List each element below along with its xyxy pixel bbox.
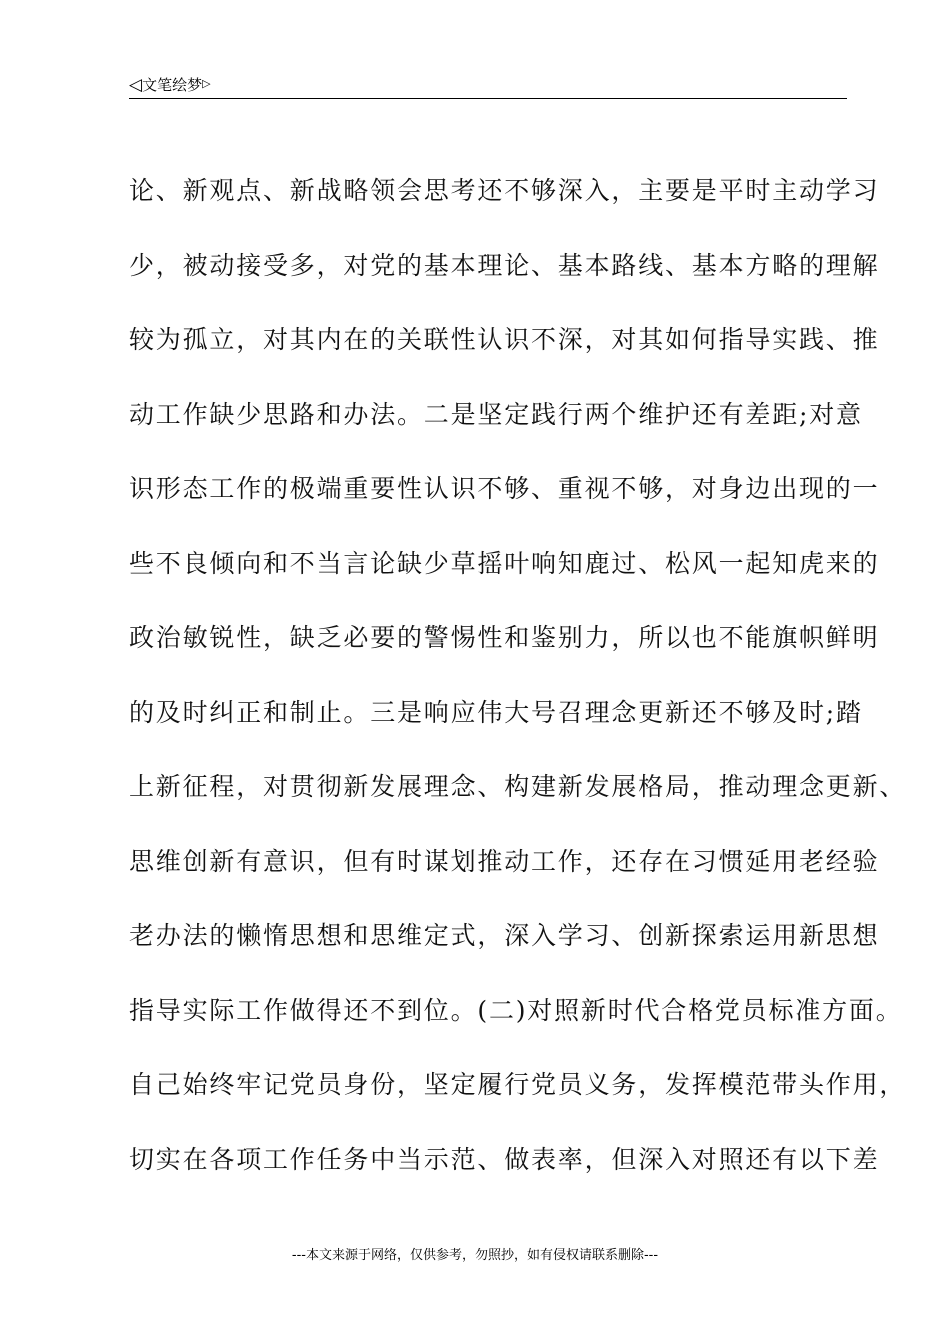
body-line: 论、新观点、新战略领会思考还不够深入，主要是平时主动学习 — [129, 176, 880, 205]
body-line: 指导实际工作做得还不到位。(二)对照新时代合格党员标准方面。 — [129, 995, 903, 1025]
body-line: 的及时纠正和制止。三是响应伟大号召理念更新还不够及时;踏 — [129, 697, 863, 727]
body-line: 老办法的懒惰思想和思维定式，深入学习、创新探索运用新思想 — [129, 921, 880, 950]
body-line: 自己始终牢记党员身份，坚定履行党员义务，发挥模范带头作用， — [129, 1070, 907, 1099]
page-header — [129, 74, 847, 99]
body-text — [129, 154, 907, 1197]
body-line: 思维创新有意识，但有时谋划推动工作，还存在习惯延用老经验 — [129, 846, 880, 876]
body-line: 些不良倾向和不当言论缺少草摇叶响知鹿过、松风一起知虎来的 — [129, 548, 880, 578]
header-title-text: 文笔绘梦 — [142, 76, 203, 94]
header-title — [129, 74, 211, 95]
body-line: 较为孤立，对其内在的关联性认识不深，对其如何指导实践、推 — [129, 325, 880, 354]
body-line: 上新征程，对贯彻新发展理念、构建新发展格局，推动理念更新、 — [129, 772, 907, 801]
page-footer-disclaimer: ---本文来源于网络，仅供参考，勿照抄，如有侵权请联系删除--- — [291, 1248, 659, 1263]
body-line: 切实在各项工作任务中当示范、做表率，但深入对照还有以下差 — [129, 1144, 880, 1174]
body-line: 动工作缺少思路和办法。二是坚定践行两个维护还有差距;对意 — [129, 399, 863, 429]
header-left-mark: ◁ — [129, 75, 143, 95]
body-line: 识形态工作的极端重要性认识不够、重视不够，对身边出现的一 — [129, 474, 880, 503]
header-right-mark: ▷ — [202, 77, 211, 90]
body-line: 政治敏锐性，缺乏必要的警惕性和鉴别力，所以也不能旗帜鲜明 — [129, 623, 880, 652]
body-line: 少，被动接受多，对党的基本理论、基本路线、基本方略的理解 — [129, 250, 880, 280]
